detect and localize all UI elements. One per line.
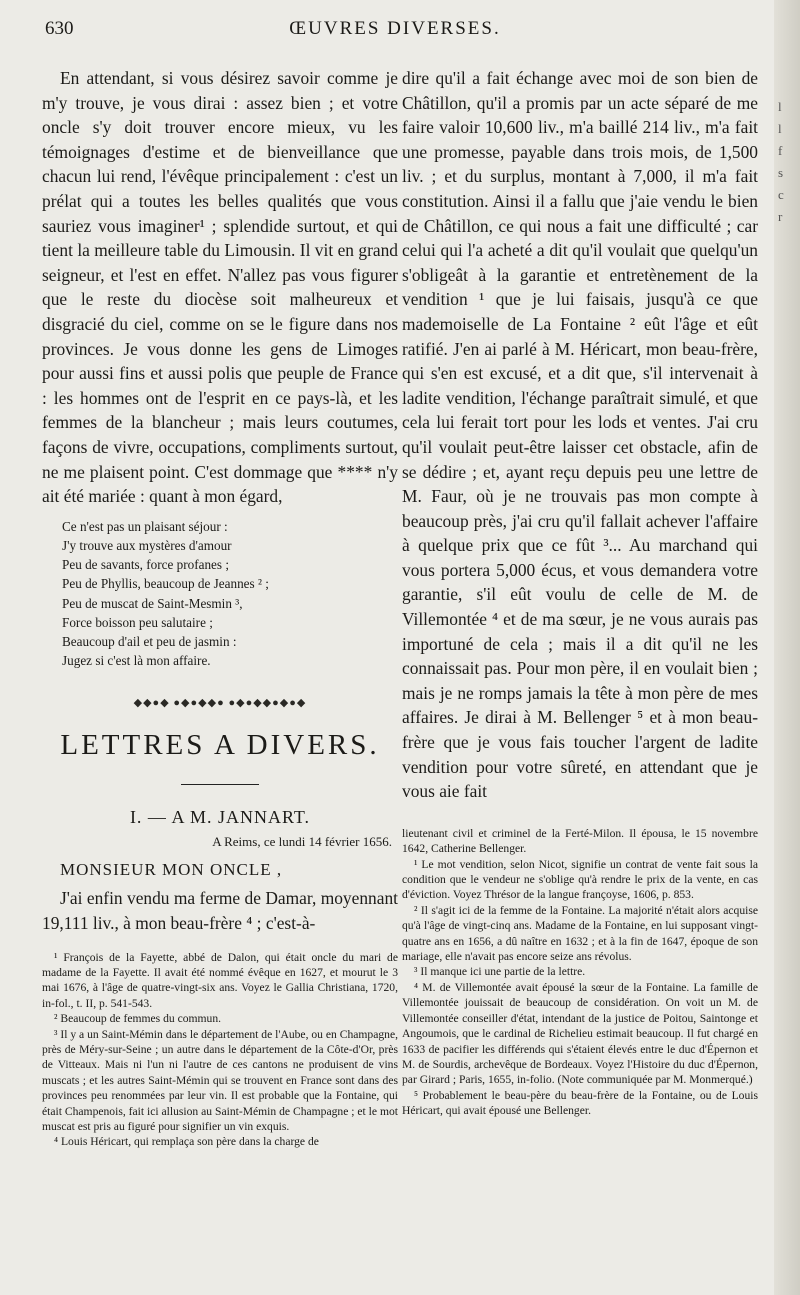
body-paragraph: dire qu'il a fait échange avec moi de son bien de Châtillon, qu'il a promis par un acte séparé de me faire valoir 10,600 liv., m'a baillé 214 liv., m'a fait une promesse, payable dans trois mois, de 1,500 liv. ; et du surplus, montant à 7,000, il m'a fait constitution. Ainsi il a fallu que j'aie vendu le bien de Châtillon, ce qui nous a fait une difficulté ; car celui qui l'a acheté a dit qu'il voulait que quelqu'un s'obligeât à la garantie et entretènement de la vendition ¹ que je lui faisais, jusqu'à ce que mademoiselle de La Fontaine ² eût l'âge et eût ratifié. J'en ai parlé à M. Héricart, mon beau-frère, qui s'en est excusé, et a dit que, s'il intervenait à ladite vendition, l'échange paraîtrait simulé, et que cela lui ferait tort pour les lods et ventes. J'ai cru qu'il voulait peut-être laisser cet obstacle, afin de se dédire ; et, ayant reçu depuis peu une lettre de M. Faur, où je ne trouvais pas mon compte à beaucoup près, j'ai cru qu'il fallait achever l'affaire à quelque prix que ce fût ³... Au marchand qui vous portera 5,000 écus, et vous demandera votre garantie, s'il eût voulu de celle de M. de Villemontée ⁴ et de ma sœur, je ne vous aurais pas importuné de cela ; mais il a dit qu'il ne les connaissait pas. Pour mon père, il en voulait bien ; mais je ne romps jamais la tête à mon père de mes affaires. Je dirai à M. Bellenger ⁵ et à mon beau-frère que je vous fais toucher l'argent de ladite vendition pour votre sûreté, en attendant que je vous aie fait (402, 68, 758, 802)
fragment-glyph: f (778, 143, 783, 158)
footnote: ² Il s'agit ici de la femme de la Fontaine. La majorité n'était alors acquise qu'à l'âge de vingt-cinq ans. Madame de la Fontaine, en lui supposant vingt-quatre ans en 1656, a dû naître en 1632 ; et à la fin de 1647, époque de son mariage, elle n'avait pas encore seize ans révolus. (402, 903, 758, 964)
footnotes-right (402, 826, 758, 1119)
footnote: ⁴ M. de Villemontée avait épousé la sœur de la Fontaine. La famille de Villemontée jouissait de beaucoup de considération. On voit un M. de Villemontée conseiller d'état, intendant de la justice de Poitou, Saintonge et Angoumois, que le cardinal de Richelieu estimait beaucoup. Il fut chargé en 1633 de pacifier les différends qui s'étaient élevés entre le duc d'Épernon et M. de Sourdis, archevêque de Bordeaux. Voyez l'Histoire du duc d'Épernon, par Girard ; Paris, 1655, in-folio. (Note communiquée par M. Monmerqué.) (402, 980, 758, 1087)
footnote: lieutenant civil et criminel de la Ferté-Milon. Il épousa, le 15 novembre 1642, Catherine Bellenger. (402, 826, 758, 856)
letter-dateline: A Reims, ce lundi 14 février 1656. (212, 834, 392, 850)
fragment-glyph: l (778, 99, 782, 114)
fragment-glyph: c (778, 187, 784, 202)
left-column (42, 66, 398, 1150)
letter-heading: I. — A M. JANNART. (129, 807, 311, 828)
fragment-glyph: l (778, 121, 782, 136)
verse-line: Force boisson peu salutaire ; (62, 614, 213, 630)
verse-line: J'y trouve aux mystères d'amour (62, 537, 232, 553)
verse-line: Beaucoup d'ail et peu de jasmin : (62, 633, 237, 649)
footnotes-left (42, 950, 398, 1150)
footnote: ³ Il y a un Saint-Mémin dans le département de l'Aube, ou en Champagne, près de Méry-sur-Seine ; un autre dans le département de la Côte-d'Or, près de Vitteaux. Mais ni l'un ni l'autre de ces cantons ne produisent de vins muscats ; et les autres Saint-Mémin qui se trouvent en France sont dans des provinces peu renommées par leur vin. Il est probable que la Fontaine, qui était Champenois, fait ici allusion au Saint-Mémin de Champagne ; et le mot muscat est pris au figuré pour signifier un vin exquis. (42, 1027, 398, 1133)
page-number: 630 (45, 18, 74, 39)
section-title: LETTRES A DIVERS. (60, 729, 380, 762)
title-divider (181, 784, 259, 785)
page-header (45, 18, 745, 48)
verse-line: Peu de savants, force profanes ; (62, 557, 229, 573)
fragment-glyph: s (778, 165, 784, 180)
verse-line: Ce n'est pas un plaisant séjour : (62, 518, 228, 534)
footnote: ¹ Le mot vendition, selon Nicot, signifie un contrat de vente fait sous la condition que le vendeur ne s'oblige qu'à rendre le prix de la vente, en cas d'éviction. Voyez Thrésor de la langue françoyse, 1606, p. 853. (402, 857, 758, 902)
body-paragraph: En attendant, si vous désirez savoir comme je m'y trouve, je vous dirai : assez bien ; et votre oncle s'y doit trouver encore mieux, vu les témoignages d'estime et de bienveillance que chacun lui rend, l'évêque principalement : c'est un prélat qui a toutes les belles qualités que vous sauriez vous imaginer¹ ; splendide surtout, et qui tient la meilleure table du Limousin. Il vit en grand seigneur, et l'est en effet. N'allez pas vous figurer que le reste du diocèse soit malheureux et disgracié du ciel, comme on se le figure dans nos provinces. Je vous donne les gens de Limoges pour aussi fins et aussi polis que peuple de France : les hommes ont de l'esprit en ce pays-là, et les femmes de la blancheur ; mais leurs coutumes, façons de vivre, occupations, compliments surtout, ne me plaisent point. C'est dommage que **** n'y ait été mariée : quant à mon égard, (42, 68, 398, 507)
running-head: ŒUVRES DIVERSES. (289, 18, 501, 39)
ornament-rule: ◆◆●◆ ●◆●◆◆● ●◆●◆◆●◆●◆ (133, 697, 307, 710)
fragment-glyph: r (778, 209, 783, 224)
letter-salutation: MONSIEUR MON ONCLE , (60, 860, 283, 880)
verse-block (62, 517, 398, 671)
letter-paragraph: J'ai enfin vendu ma ferme de Damar, moyennant 19,111 liv., à mon beau-frère ⁴ ; c'est-à- (42, 888, 398, 933)
facing-page-edge (774, 0, 800, 1295)
footnote: ⁵ Probablement le beau-père du beau-frère de la Fontaine, ou de Louis Héricart, qui avait épousé une Bellenger. (402, 1088, 758, 1118)
verse-line: Jugez si c'est là mon affaire. (62, 653, 211, 669)
verse-line: Peu de Phyllis, beaucoup de Jeannes ² ; (62, 576, 269, 592)
footnote: ¹ François de la Fayette, abbé de Dalon, qui était oncle du mari de madame de la Fayette. Il avait été nommé évêque en 1627, et mourut le 3 mai 1676, à l'âge de quatre-vingt-six ans. Voyez le Gallia Christiana, 1720, in-fol., t. II, p. 541-543. (42, 950, 398, 1010)
footnote: ² Beaucoup de femmes du commun. (54, 1012, 222, 1026)
facing-page-fragments (778, 96, 794, 228)
footnote: ³ Il manque ici une partie de la lettre. (414, 965, 586, 979)
verse-line: Peu de muscat de Saint-Mesmin ³, (62, 595, 243, 611)
footnote: ⁴ Louis Héricart, qui remplaça son père dans la charge de (54, 1135, 319, 1149)
right-column (402, 66, 758, 1119)
